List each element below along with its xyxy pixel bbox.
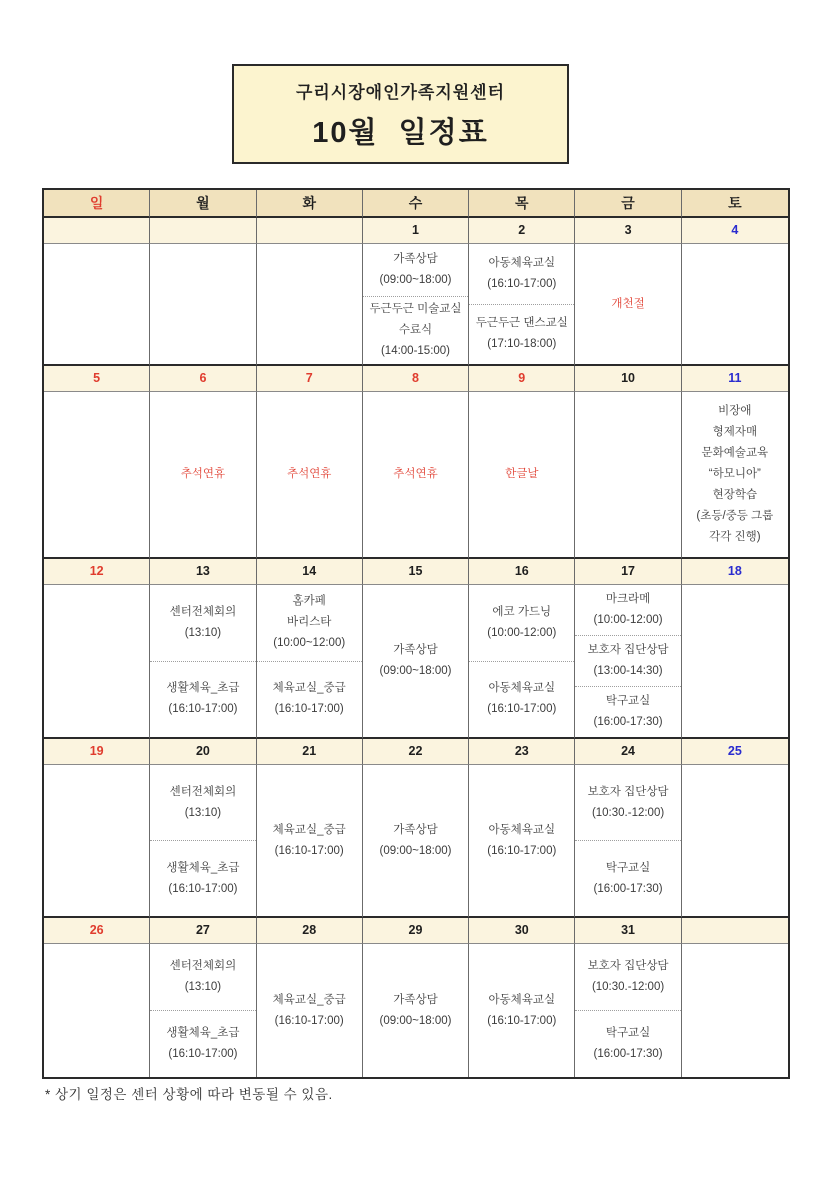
day-events-cell [44, 392, 150, 559]
date-cell-8: 8 [363, 366, 469, 392]
event-line: (14:00-15:00) [380, 345, 451, 357]
event [150, 392, 255, 557]
event-line: 가족상담 [393, 993, 438, 1006]
date-cell-3: 3 [575, 218, 681, 244]
date-cell-14: 14 [257, 559, 363, 585]
event [363, 765, 468, 916]
event-line: 에코 가드닝 [492, 605, 552, 618]
event-line: 현장학습 [712, 489, 758, 501]
event [150, 944, 255, 1010]
event [150, 585, 255, 661]
event-line: 두근두근 댄스교실 [475, 317, 568, 330]
event-line: (10:30.-12:00) [591, 981, 665, 993]
event [575, 686, 680, 737]
event [150, 840, 255, 916]
event-line: “하모니아” [708, 468, 761, 480]
day-events-cell [469, 765, 575, 918]
day-events-cell [682, 392, 788, 559]
event-line: 한글날 [505, 468, 539, 480]
date-cell-25: 25 [682, 739, 788, 765]
day-events-cell [257, 944, 363, 1077]
day-events-cell [682, 244, 788, 366]
event-line: 보호자 집단상담 [587, 644, 669, 656]
event [575, 585, 680, 635]
date-row [44, 366, 788, 392]
event-line: 체육교실_중급 [272, 993, 346, 1006]
event [575, 765, 680, 840]
event-line: 추석연휴 [393, 468, 438, 480]
date-cell-7: 7 [257, 366, 363, 392]
day-events-cell [363, 392, 469, 559]
date-row [44, 218, 788, 244]
event-line: (16:10-17:00) [168, 703, 238, 716]
event [363, 244, 468, 296]
weekday-header-월: 월 [150, 190, 256, 218]
event [469, 661, 574, 738]
event-line: 문화예술교육 [701, 447, 769, 459]
event [469, 944, 574, 1077]
center-name: 구리시장애인가족지원센터 [295, 82, 506, 102]
day-events-cell [150, 944, 256, 1077]
events-row [44, 244, 788, 366]
date-row [44, 918, 788, 944]
date-cell-29: 29 [363, 918, 469, 944]
event [469, 765, 574, 916]
calendar-table [42, 188, 790, 1079]
day-events-cell [363, 244, 469, 366]
date-cell-9: 9 [469, 366, 575, 392]
event-line: 체육교실_중급 [272, 682, 346, 695]
event-line: 센터전체회의 [169, 605, 237, 618]
event [257, 765, 362, 916]
date-cell-28: 28 [257, 918, 363, 944]
event-line: 마크라메 [605, 593, 651, 605]
event-line: 가족상담 [393, 644, 438, 656]
event-line: 탁구교실 [605, 861, 651, 874]
weekday-header-화: 화 [257, 190, 363, 218]
day-events-cell [469, 392, 575, 559]
day-events-cell [150, 585, 256, 739]
day-events-cell [257, 585, 363, 739]
event-line: (09:00~18:00) [379, 274, 452, 286]
event-line: (17:10-18:00) [487, 338, 557, 351]
event-line: 가족상담 [393, 253, 438, 265]
day-events-cell [682, 585, 788, 739]
day-events-cell [257, 765, 363, 918]
event-line: 탁구교실 [605, 695, 651, 707]
date-cell-24: 24 [575, 739, 681, 765]
event [257, 661, 362, 738]
day-events-cell [575, 765, 681, 918]
event [575, 840, 680, 916]
weekday-header-목: 목 [469, 190, 575, 218]
event-line: (09:00~18:00) [379, 665, 452, 677]
event [575, 635, 680, 686]
date-cell-23: 23 [469, 739, 575, 765]
date-cell-21: 21 [257, 739, 363, 765]
events-row [44, 944, 788, 1077]
day-events-cell [44, 765, 150, 918]
event-line: (13:10) [184, 981, 222, 993]
event [363, 944, 468, 1077]
event [575, 244, 680, 364]
event-line: 홈카페 [292, 595, 326, 608]
event [469, 304, 574, 365]
event-line: (10:00-12:00) [593, 614, 663, 626]
event-line: 가족상담 [393, 823, 438, 836]
date-cell-19: 19 [44, 739, 150, 765]
date-cell-10: 10 [575, 366, 681, 392]
footnote: * 상기 일정은 센터 상황에 따라 변동될 수 있음. [45, 1087, 333, 1102]
event-line: 추석연휴 [286, 468, 332, 480]
event-line: 생활체육_초급 [166, 682, 240, 695]
day-events-cell [363, 765, 469, 918]
event-line: (16:10-17:00) [168, 1048, 238, 1060]
event-line: 두근두근 미술교실 [369, 303, 462, 315]
weekday-header-토: 토 [682, 190, 788, 218]
date-cell-empty [257, 218, 363, 244]
event-line: (16:00-17:30) [593, 882, 663, 895]
date-cell-4: 4 [682, 218, 788, 244]
events-row [44, 765, 788, 918]
events-row [44, 392, 788, 559]
day-events-cell [575, 244, 681, 366]
events-row [44, 585, 788, 739]
event-line: 센터전체회의 [169, 960, 237, 972]
day-events-cell [44, 944, 150, 1077]
event-line: (16:10-17:00) [487, 703, 557, 716]
page-title: 10월 일정표 [312, 116, 489, 149]
event-line: 개천절 [611, 297, 645, 310]
event-line: (09:00~18:00) [379, 1014, 452, 1027]
date-cell-18: 18 [682, 559, 788, 585]
weekday-header-일: 일 [44, 190, 150, 218]
day-events-cell [257, 244, 363, 366]
event [363, 392, 468, 557]
day-events-cell [44, 244, 150, 366]
date-cell-16: 16 [469, 559, 575, 585]
event [257, 392, 362, 557]
event-line: 아동체육교실 [488, 682, 556, 695]
event [257, 585, 362, 661]
day-events-cell [150, 765, 256, 918]
date-cell-empty [682, 918, 788, 944]
day-events-cell [575, 392, 681, 559]
event-line: 형제자매 [712, 426, 758, 438]
event-line: 각각 진행) [709, 531, 761, 543]
date-cell-30: 30 [469, 918, 575, 944]
date-cell-12: 12 [44, 559, 150, 585]
event [469, 244, 574, 304]
event [150, 1010, 255, 1077]
event-line: (10:00~12:00) [273, 637, 346, 650]
day-events-cell [469, 585, 575, 739]
date-cell-15: 15 [363, 559, 469, 585]
day-events-cell [44, 585, 150, 739]
day-events-cell [682, 765, 788, 918]
event-line: (16:00-17:30) [593, 1048, 663, 1060]
event-line: 생활체육_초급 [166, 861, 240, 874]
event-line: 보호자 집단상담 [587, 785, 669, 798]
event [150, 765, 255, 840]
event-line: 생활체육_초급 [166, 1027, 240, 1039]
day-events-cell [257, 392, 363, 559]
event-line: (10:00-12:00) [487, 626, 557, 639]
event [363, 296, 468, 364]
event-line: (13:00-14:30) [593, 665, 663, 677]
day-events-cell [469, 244, 575, 366]
event-line: 탁구교실 [605, 1027, 651, 1039]
event-line: (13:10) [184, 626, 222, 639]
event-line: (09:00~18:00) [379, 844, 452, 857]
date-cell-11: 11 [682, 366, 788, 392]
date-cell-5: 5 [44, 366, 150, 392]
event-line: (16:10-17:00) [168, 882, 238, 895]
day-events-cell [150, 244, 256, 366]
event-line: 센터전체회의 [169, 785, 237, 798]
event-line: 비장애 [718, 405, 752, 417]
event [682, 392, 788, 557]
event [575, 1010, 680, 1077]
event-line: 체육교실_중급 [272, 823, 346, 836]
event [363, 585, 468, 737]
date-cell-31: 31 [575, 918, 681, 944]
event-line: (10:30.-12:00) [591, 806, 665, 819]
event-line: 수료식 [398, 324, 433, 336]
event-line: 아동체육교실 [488, 823, 556, 836]
event [575, 944, 680, 1010]
date-cell-2: 2 [469, 218, 575, 244]
day-events-cell [575, 944, 681, 1077]
date-row [44, 739, 788, 765]
event [257, 944, 362, 1077]
event-line: 바리스타 [286, 616, 332, 629]
event-line: (16:10-17:00) [487, 1014, 557, 1027]
event [469, 392, 574, 557]
weekday-header-금: 금 [575, 190, 681, 218]
date-cell-13: 13 [150, 559, 256, 585]
date-cell-empty [150, 218, 256, 244]
event-line: 아동체육교실 [488, 993, 556, 1006]
date-cell-1: 1 [363, 218, 469, 244]
day-events-cell [150, 392, 256, 559]
day-events-cell [682, 944, 788, 1077]
day-events-cell [363, 585, 469, 739]
date-row [44, 559, 788, 585]
weekday-header-수: 수 [363, 190, 469, 218]
event-line: (16:10-17:00) [274, 703, 344, 716]
event-line: (16:00-17:30) [593, 716, 663, 728]
event-line: 아동체육교실 [488, 256, 556, 269]
date-cell-20: 20 [150, 739, 256, 765]
event-line: (16:10-17:00) [274, 1014, 344, 1027]
day-events-cell [469, 944, 575, 1077]
event-line: (16:10-17:00) [487, 277, 557, 290]
date-cell-empty [44, 218, 150, 244]
event-line: 보호자 집단상담 [587, 960, 669, 972]
event [469, 585, 574, 661]
day-events-cell [363, 944, 469, 1077]
day-events-cell [575, 585, 681, 739]
date-cell-22: 22 [363, 739, 469, 765]
event-line: (16:10-17:00) [487, 844, 557, 857]
date-cell-17: 17 [575, 559, 681, 585]
title-box [232, 64, 569, 164]
weekday-header-row [44, 190, 788, 218]
event-line: (16:10-17:00) [274, 844, 344, 857]
event [150, 661, 255, 738]
event-line: (13:10) [184, 806, 222, 819]
event-line: 추석연휴 [180, 468, 226, 480]
date-cell-26: 26 [44, 918, 150, 944]
date-cell-27: 27 [150, 918, 256, 944]
date-cell-6: 6 [150, 366, 256, 392]
event-line: (초등/중등 그룹 [696, 510, 774, 522]
